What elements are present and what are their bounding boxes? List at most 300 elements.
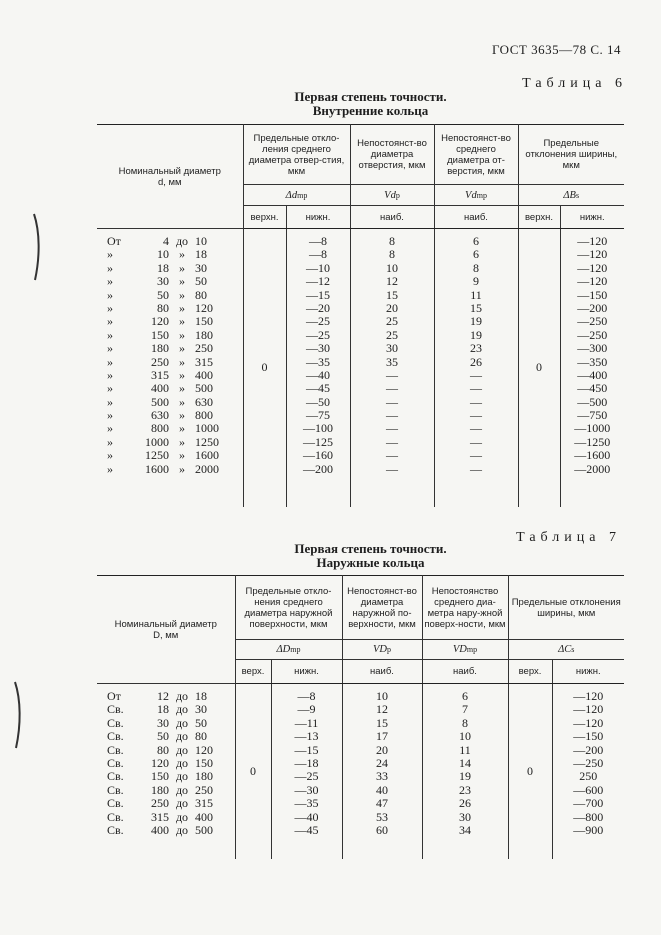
diameter-variation-value: 20 [386, 300, 398, 315]
nominal-range-row [107, 396, 243, 409]
nominal-range-part: » [107, 434, 113, 449]
table6-title-line2: Внутренние кольца [312, 103, 429, 118]
nominal-range-row [107, 248, 243, 261]
width-deviation-value: —800 [573, 809, 604, 824]
nominal-range-part: » [107, 408, 113, 423]
nominal-range-part: » [179, 327, 185, 342]
nominal-range-row [107, 463, 243, 476]
table6-vdp-column [350, 229, 434, 507]
mean-diameter-variation-value: 6 [473, 247, 479, 262]
nominal-range-row [107, 422, 243, 435]
nominal-range-part: 315 [195, 796, 213, 811]
nominal-range-part: 1600 [145, 461, 169, 476]
nominal-range-part: 400 [195, 809, 213, 824]
nominal-range-part: 18 [195, 689, 207, 703]
nominal-range-part: 800 [151, 421, 169, 436]
nominal-range-part: » [107, 300, 113, 315]
nominal-range-part: 80 [157, 300, 169, 315]
nominal-range-part: 50 [157, 729, 169, 744]
diameter-variation-value: — [386, 381, 398, 396]
table7-upper2-header: верх. [508, 660, 552, 684]
table6-nominal-header: Номинальный диаметр d, мм [97, 125, 243, 229]
nominal-range-part: » [107, 327, 113, 342]
lower-deviation-value: —30 [294, 782, 319, 797]
lower-deviation-value: —25 [306, 327, 330, 342]
width-deviation-value: —120 [577, 260, 608, 275]
mean-diameter-variation-value: 6 [462, 689, 468, 703]
nominal-range-part: » [179, 274, 185, 289]
table6-label: Таблица 6 [522, 76, 627, 91]
mean-diameter-variation-value: 8 [473, 260, 479, 275]
width-deviation-value: —120 [577, 234, 608, 248]
diameter-variation-value: — [386, 421, 398, 436]
table6-col4-header: Предельные отклонения ширины, мкм [518, 125, 624, 185]
nominal-range-row [107, 409, 243, 422]
lower-deviation-value: —45 [306, 381, 330, 396]
table7-max1-header: наиб. [342, 660, 422, 684]
nominal-range-part: 30 [157, 715, 169, 730]
nominal-range-part: до [175, 782, 189, 797]
nominal-range-part: 120 [151, 755, 169, 770]
nominal-range-part: 18 [157, 260, 169, 275]
width-deviation-value: —700 [573, 796, 604, 811]
nominal-range-part: 400 [151, 822, 169, 837]
lower-deviation-value: —18 [294, 755, 319, 770]
width-deviation-value: —450 [577, 381, 608, 396]
mean-diameter-variation-value: 7 [462, 702, 468, 717]
nominal-range-part: 315 [151, 809, 169, 824]
nominal-range-part: до [175, 769, 189, 784]
table7-col3-symbol: VDmp [422, 640, 508, 660]
width-deviation-value: —400 [577, 367, 608, 382]
nominal-range-row [107, 703, 235, 716]
margin-bracket-mark [10, 680, 24, 750]
diameter-variation-value: 10 [386, 260, 398, 275]
lower-deviation-value: —8 [297, 689, 316, 703]
table7-col4-header: Предельные отклонения ширины, мкм [508, 576, 624, 640]
nominal-range-part: 18 [157, 702, 169, 717]
diameter-variation-value: 40 [376, 782, 388, 797]
nominal-range-row [107, 289, 243, 302]
mean-diameter-variation-value: — [470, 448, 482, 463]
mean-diameter-variation-value: 9 [473, 274, 479, 289]
nominal-range-part: Св. [107, 702, 124, 717]
lower-deviation-value: —160 [303, 448, 333, 463]
diameter-variation-value: 33 [376, 769, 388, 784]
lower-deviation-value: —15 [306, 287, 330, 302]
nominal-range-row [107, 315, 243, 328]
table7-lower-header: нижн. [271, 660, 342, 684]
nominal-range-part: 250 [195, 341, 213, 356]
table6-title-line1: Первая степень точности. [294, 89, 447, 104]
diameter-variation-value: 15 [376, 715, 388, 730]
nominal-range-row [107, 235, 243, 248]
table7-col3-header: Непостоянство среднего диа-метра нару-жной поверх-ности, мкм [422, 576, 508, 640]
table6-col1-symbol: Δdmp [243, 185, 350, 206]
lower-deviation-value: —40 [306, 367, 330, 382]
nominal-range-part: 10 [157, 247, 169, 262]
nominal-range-part: 12 [157, 689, 169, 703]
nominal-range-part: 1250 [195, 434, 219, 449]
lower-deviation-value: —200 [303, 461, 333, 476]
mean-diameter-variation-value: 8 [462, 715, 468, 730]
nominal-range-row [107, 770, 235, 783]
nominal-range-part: Св. [107, 742, 124, 757]
nominal-range-row [107, 382, 243, 395]
nominal-range-part: 180 [151, 341, 169, 356]
nominal-range-part: » [179, 314, 185, 329]
mean-diameter-variation-value: — [470, 461, 482, 476]
diameter-variation-value: 25 [386, 327, 398, 342]
nominal-range-part: » [179, 367, 185, 382]
lower-deviation-value: —8 [309, 247, 327, 262]
nominal-range-part: Св. [107, 822, 124, 837]
width-deviation-value: —250 [573, 755, 604, 770]
nominal-range-part: Св. [107, 769, 124, 784]
mean-diameter-variation-value: 30 [459, 809, 471, 824]
nominal-range-part: 250 [151, 796, 169, 811]
nominal-range-part: » [107, 461, 113, 476]
nominal-range-part: 250 [195, 782, 213, 797]
lower-deviation-value: —40 [294, 809, 319, 824]
diameter-variation-value: — [386, 408, 398, 423]
table7-max2-header: наиб. [422, 660, 508, 684]
nominal-range-part: 800 [195, 408, 213, 423]
nominal-range-row [107, 690, 235, 703]
width-deviation-value: —120 [577, 274, 608, 289]
table6-lower-header: нижн. [286, 206, 350, 229]
nominal-range-part: » [179, 421, 185, 436]
table7-upper-header: верх. [235, 660, 271, 684]
table6-col2-symbol: Vdp [350, 185, 434, 206]
diameter-variation-value: — [386, 434, 398, 449]
table7-width-lower-column [552, 684, 624, 859]
nominal-range-part: » [179, 354, 185, 369]
mean-diameter-variation-value: 19 [470, 314, 482, 329]
nominal-range-part: до [175, 742, 189, 757]
table7-label: Таблица 7 [516, 530, 621, 545]
nominal-range-row [107, 356, 243, 369]
nominal-range-part: 80 [195, 287, 207, 302]
nominal-range-part: Св. [107, 809, 124, 824]
nominal-range-part: 50 [195, 715, 207, 730]
table7 [97, 575, 624, 859]
table6-col2-header: Непостоянст-во диаметра отверстия, мкм [350, 125, 434, 185]
mean-diameter-variation-value: 15 [470, 300, 482, 315]
lower-deviation-value: —25 [306, 314, 330, 329]
table7-lower2-header: нижн. [552, 660, 624, 684]
table6-max2-header: наиб. [434, 206, 518, 229]
table7-col2-header: Непостоянст-во диаметра наружной по-верхности, мкм [342, 576, 422, 640]
diameter-variation-value: — [386, 448, 398, 463]
nominal-range-part: 150 [151, 769, 169, 784]
width-deviation-value: —120 [573, 702, 604, 717]
lower-deviation-value: —125 [303, 434, 333, 449]
nominal-range-part: до [175, 822, 189, 837]
table6-upper2-header: верхн. [518, 206, 560, 229]
diameter-variation-value: 30 [386, 341, 398, 356]
nominal-range-part: 18 [195, 247, 207, 262]
table7-lower-column [271, 684, 342, 859]
diameter-variation-value: 25 [386, 314, 398, 329]
nominal-range-row [107, 302, 243, 315]
diameter-variation-value: 15 [386, 287, 398, 302]
table6-lower-column [286, 229, 350, 507]
nominal-range-row [107, 717, 235, 730]
nominal-range-part: 500 [195, 822, 213, 837]
width-deviation-value: —250 [577, 314, 608, 329]
nominal-range-part: » [107, 314, 113, 329]
mean-diameter-variation-value: 23 [470, 341, 482, 356]
nominal-range-part: до [175, 234, 189, 248]
lower-deviation-value: —20 [306, 300, 330, 315]
nominal-range-part: 120 [195, 742, 213, 757]
nominal-range-part: » [107, 287, 113, 302]
mean-diameter-variation-value: 6 [473, 234, 479, 248]
width-deviation-value: —600 [573, 782, 604, 797]
lower-deviation-value: —10 [306, 260, 330, 275]
table6-col4-symbol: ΔBs [518, 185, 624, 206]
table7-upper-value: 0 [235, 684, 271, 859]
diameter-variation-value: 24 [376, 755, 388, 770]
lower-deviation-value: —13 [294, 729, 319, 744]
nominal-range-part: » [179, 300, 185, 315]
nominal-range-part: до [175, 796, 189, 811]
table6-col1-header: Предельные откло-ления среднего диаметра отвер-стия, мкм [243, 125, 350, 185]
lower-deviation-value: —50 [306, 394, 330, 409]
lower-deviation-value: —35 [306, 354, 330, 369]
nominal-range-row [107, 329, 243, 342]
nominal-range-part: Св. [107, 755, 124, 770]
table6-lower2-header: нижн. [560, 206, 624, 229]
nominal-range-part: 500 [195, 381, 213, 396]
lower-deviation-value: —15 [294, 742, 319, 757]
mean-diameter-variation-value: 14 [459, 755, 471, 770]
nominal-range-part: 315 [151, 367, 169, 382]
diameter-variation-value: 8 [389, 247, 395, 262]
table7-col4-symbol: ΔCs [508, 640, 624, 660]
lower-deviation-value: —45 [294, 822, 319, 837]
table6-upper2-value: 0 [518, 229, 560, 507]
lower-deviation-value: —35 [294, 796, 319, 811]
mean-diameter-variation-value: — [470, 434, 482, 449]
nominal-range-row [107, 784, 235, 797]
nominal-range-part: Св. [107, 782, 124, 797]
table7-upper2-value: 0 [508, 684, 552, 859]
mean-diameter-variation-value: — [470, 408, 482, 423]
nominal-range-part: 1600 [195, 448, 219, 463]
width-deviation-value: —150 [577, 287, 608, 302]
width-deviation-value: —120 [577, 247, 608, 262]
mean-diameter-variation-value: 19 [470, 327, 482, 342]
width-deviation-value: 250 [579, 769, 598, 784]
nominal-range-part: 500 [151, 394, 169, 409]
nominal-range-row [107, 744, 235, 757]
table6-upper-value: 0 [243, 229, 286, 507]
diameter-variation-value: 47 [376, 796, 388, 811]
table7-col1-symbol: ΔDmp [235, 640, 342, 660]
table6-nominal-column [97, 229, 243, 507]
lower-deviation-value: —75 [306, 408, 330, 423]
lower-deviation-value: —11 [294, 715, 319, 730]
nominal-range-part: 1000 [145, 434, 169, 449]
nominal-range-part: » [179, 260, 185, 275]
diameter-variation-value: — [386, 461, 398, 476]
table6-col3-symbol: Vdmp [434, 185, 518, 206]
mean-diameter-variation-value: 23 [459, 782, 471, 797]
width-deviation-value: —900 [573, 822, 604, 837]
diameter-variation-value: 12 [376, 702, 388, 717]
mean-diameter-variation-value: 11 [459, 742, 471, 757]
nominal-range-part: 30 [157, 274, 169, 289]
nominal-range-part: » [179, 341, 185, 356]
diameter-variation-value: — [386, 367, 398, 382]
nominal-range-part: Св. [107, 715, 124, 730]
nominal-range-part: 315 [195, 354, 213, 369]
lower-deviation-value: —12 [306, 274, 330, 289]
nominal-range-part: » [179, 434, 185, 449]
nominal-range-row [107, 757, 235, 770]
mean-diameter-variation-value: 19 [459, 769, 471, 784]
mean-diameter-variation-value: 11 [470, 287, 482, 302]
nominal-range-row [107, 730, 235, 743]
nominal-range-row [107, 262, 243, 275]
mean-diameter-variation-value: — [470, 367, 482, 382]
table7-vdmp-column [422, 684, 508, 859]
nominal-range-row [107, 824, 235, 837]
table7-nominal-column [97, 684, 235, 859]
table6 [97, 124, 624, 507]
width-deviation-value: —500 [577, 394, 608, 409]
width-deviation-value: —2000 [574, 461, 611, 476]
nominal-range-row [107, 275, 243, 288]
nominal-range-part: до [175, 755, 189, 770]
lower-deviation-value: —30 [306, 341, 330, 356]
nominal-range-part: 80 [195, 729, 207, 744]
diameter-variation-value: 35 [386, 354, 398, 369]
diameter-variation-value: 20 [376, 742, 388, 757]
nominal-range-part: » [179, 394, 185, 409]
mean-diameter-variation-value: — [470, 394, 482, 409]
nominal-range-part: Св. [107, 796, 124, 811]
nominal-range-part: От [107, 689, 121, 703]
nominal-range-part: до [175, 702, 189, 717]
nominal-range-row [107, 369, 243, 382]
nominal-range-part: 80 [157, 742, 169, 757]
nominal-range-part: 400 [151, 381, 169, 396]
nominal-range-part: 150 [195, 314, 213, 329]
mean-diameter-variation-value: 34 [459, 822, 471, 837]
table7-title-line2: Наружные кольца [316, 555, 425, 570]
nominal-range-part: » [107, 421, 113, 436]
nominal-range-part: Св. [107, 729, 124, 744]
table6-vdmp-column [434, 229, 518, 507]
nominal-range-part: » [179, 247, 185, 262]
nominal-range-row [107, 811, 235, 824]
nominal-range-part: 1000 [195, 421, 219, 436]
nominal-range-part: до [175, 715, 189, 730]
nominal-range-part: » [179, 448, 185, 463]
nominal-range-part: до [175, 809, 189, 824]
table7-col2-symbol: VDp [342, 640, 422, 660]
nominal-range-part: 180 [195, 327, 213, 342]
mean-diameter-variation-value: 26 [470, 354, 482, 369]
width-deviation-value: —200 [573, 742, 604, 757]
nominal-range-row [107, 436, 243, 449]
width-deviation-value: —250 [577, 327, 608, 342]
table7-nominal-header: Номинальный диаметр D, мм [97, 576, 235, 684]
table6-upper-header: верхн. [243, 206, 286, 229]
nominal-range-part: 30 [195, 260, 207, 275]
nominal-range-part: » [107, 260, 113, 275]
width-deviation-value: —150 [573, 729, 604, 744]
lower-deviation-value: —100 [303, 421, 333, 436]
mean-diameter-variation-value: — [470, 421, 482, 436]
table7-title-line1: Первая степень точности. [294, 541, 447, 556]
nominal-range-part: » [107, 341, 113, 356]
nominal-range-part: » [179, 461, 185, 476]
nominal-range-part: 120 [151, 314, 169, 329]
width-deviation-value: —1250 [574, 434, 611, 449]
nominal-range-part: до [175, 729, 189, 744]
nominal-range-part: 150 [195, 755, 213, 770]
nominal-range-part: 150 [151, 327, 169, 342]
width-deviation-value: —750 [577, 408, 608, 423]
nominal-range-part: » [107, 394, 113, 409]
table6-col3-header: Непостоянст-во среднего диаметра от-верстия, мкм [434, 125, 518, 185]
nominal-range-part: 630 [195, 394, 213, 409]
nominal-range-part: 4 [163, 234, 169, 248]
nominal-range-row [107, 342, 243, 355]
diameter-variation-value: 10 [376, 689, 388, 703]
nominal-range-part: 120 [195, 300, 213, 315]
mean-diameter-variation-value: 10 [459, 729, 471, 744]
nominal-range-part: » [107, 367, 113, 382]
nominal-range-part: 10 [195, 234, 207, 248]
diameter-variation-value: — [386, 394, 398, 409]
nominal-range-part: 180 [151, 782, 169, 797]
mean-diameter-variation-value: — [470, 381, 482, 396]
width-deviation-value: —120 [573, 689, 604, 703]
margin-bracket-mark [30, 212, 44, 282]
width-deviation-value: —1000 [574, 421, 611, 436]
table7-vdp-column [342, 684, 422, 859]
nominal-range-part: 250 [151, 354, 169, 369]
nominal-range-part: » [179, 287, 185, 302]
lower-deviation-value: —8 [309, 234, 327, 248]
table6-width-lower-column [560, 229, 624, 507]
nominal-range-part: » [107, 247, 113, 262]
nominal-range-part: » [179, 381, 185, 396]
nominal-range-part: От [107, 234, 121, 248]
nominal-range-part: » [107, 354, 113, 369]
nominal-range-part: до [175, 689, 189, 703]
lower-deviation-value: —25 [294, 769, 319, 784]
width-deviation-value: —300 [577, 341, 608, 356]
diameter-variation-value: 17 [376, 729, 388, 744]
nominal-range-row [107, 797, 235, 810]
nominal-range-part: 2000 [195, 461, 219, 476]
nominal-range-part: » [107, 381, 113, 396]
nominal-range-part: 30 [195, 702, 207, 717]
nominal-range-part: » [107, 274, 113, 289]
nominal-range-row [107, 449, 243, 462]
table6-max1-header: наиб. [350, 206, 434, 229]
diameter-variation-value: 12 [386, 274, 398, 289]
nominal-range-part: 50 [195, 274, 207, 289]
nominal-range-part: 400 [195, 367, 213, 382]
nominal-range-part: 50 [157, 287, 169, 302]
